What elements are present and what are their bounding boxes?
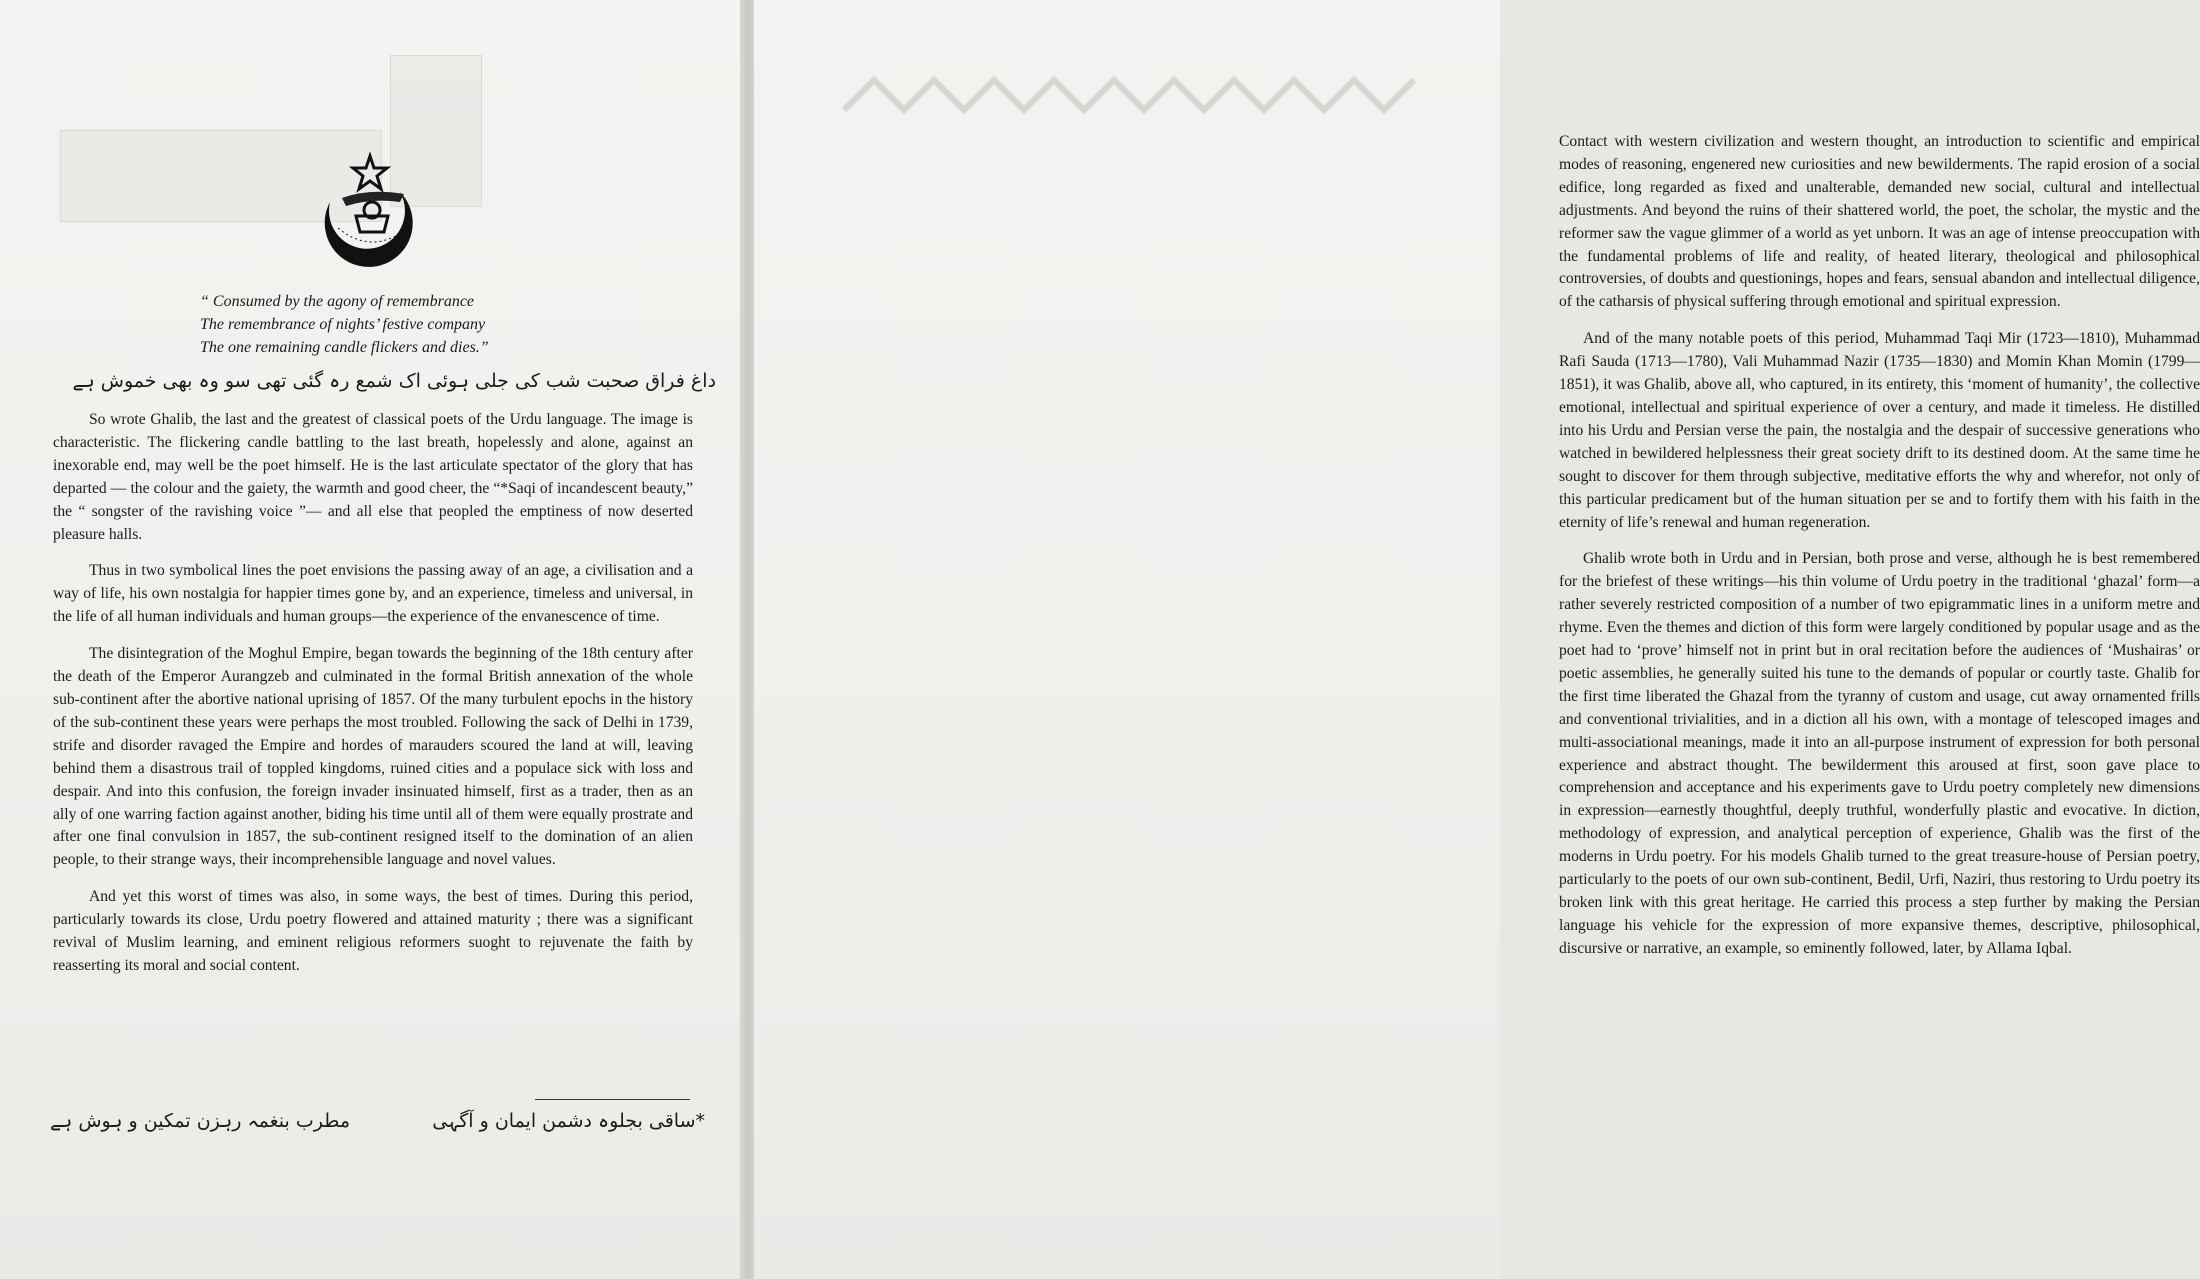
paragraph: Contact with western civilization and western thought, an introduction to scientific and empirical modes of reasoning, engenered new curiosities and new bewilderments. The rapid erosion of a social edifice, long regarded as fixed and unalterable, demanded new social, cultural and intellectual adjustments. And beyond the ruins of their shattered world, the poet, the scholar, the mystic and the reformer saw the vague glimmer of a world as yet unborn. It was an age of intense preoccupation with the fundamental problems of life and reality, of heated literary, theological and philosophical controversies, of doubts and questionings, hopes and fears, sensual abandon and intellectual diligence, of the catharsis of physical suffering through emotional and spiritual expression. xyxy=(1559,133,2200,311)
left-text-column xyxy=(53,409,693,992)
show-through-ornament xyxy=(844,60,1424,130)
footnote-urdu-line: *ساقی بجلوہ دشمن ایمان و آگہی xyxy=(432,1110,705,1132)
epigraph xyxy=(200,290,600,359)
paragraph: And of the many notable poets of this period, Muhammad Taqi Mir (1723—1810), Muhammad Rafi Sauda (1713—1780), Vali Muhammad Nazir (1735—1830) and Momin Khan Momin (1799—1851), it was Ghalib, above all, who captured, in its entirety, this ‘moment of humanity’, the collective emotional, intellectual and spiritual experience of over a century, and made it timeless. He distilled into his Urdu and Persian verse the pain, the nostalgia and the despair of successive generations who watched in bewildered helplessness their great society drift to its destined doom. At the same time he sought to discover for them through subjective, meditative efforts the why and wherefor, not only of this particular predicament but of the human situation per se and to fortify them with his faith in the eternity of life’s renewal and human regeneration. xyxy=(1559,330,2200,531)
right-text-column xyxy=(1559,131,2200,975)
epigraph-line: “ Consumed by the agony of remembrance xyxy=(200,293,475,310)
left-page xyxy=(0,0,746,1279)
footnote-urdu-line: مطرب بنغمہ رہزن تمکین و ہوش ہے xyxy=(50,1110,350,1132)
paragraph: So wrote Ghalib, the last and the greatest of classical poets of the Urdu language. The image is characteristic. The flickering candle battling to the last breath, hopelessly and alone, against an inexorable end, may well be the poet himself. He is the last articulate spectator of the glory that has departed — the colour and the gaiety, the warmth and good cheer, the “*Saqi of incandescent beauty,” the “ songster of the ravishing voice ”— and all else that peopled the emptiness of now deserted pleasure halls. xyxy=(53,411,693,543)
paragraph: The disintegration of the Moghul Empire, began towards the beginning of the 18th century after the death of the Emperor Aurangzeb and culminated in the formal British annexation of the whole sub-continent after the abortive national uprising of 1857. Of the many turbulent epochs in the history of the sub-continent these years were perhaps the most troubled. Following the sack of Delhi in 1739, strife and disorder ravaged the Empire and hordes of marauders scoured the land at will, leaving behind them a disastrous trail of toppled kingdoms, ruined cities and a populace sick with loss and despair. And into this confusion, the foreign invader insinuated himself, first as a trader, then as an ally of one warring faction against another, biding his time until all of them were equally prostrate and after one final convulsion in 1857, the sub-continent resigned itself to the domination of an alien people, to their strange ways, their incomprehensible language and novel values. xyxy=(53,645,693,869)
right-page xyxy=(754,0,2200,1279)
paragraph: And yet this worst of times was also, in some ways, the best of times. During this period, particularly towards its close, Urdu poetry flowered and attained maturity ; there was a significant revival of Muslim learning, and eminent religious reformers suoght to rejuvenate the faith by reasserting its moral and social content. xyxy=(53,888,693,974)
paragraph: Ghalib wrote both in Urdu and in Persian, both prose and verse, although he is best remembered for the briefest of these writings—his thin volume of Urdu poetry in the traditional ‘ghazal’ form—a rather severely restricted composition of a number of two epigrammatic lines in a uniform metre and rhyme. Even the themes and diction of this form were largely conditioned by popular usage and as the poet had to ‘prove’ himself not in print but in oral recitation before the audiences of ‘Mushairas’ or poetic assemblies, he generally suited his tune to the demands of popular or courtly taste. Ghalib for the first time liberated the Ghazal from the tyranny of custom and usage, cut away ornamented frills and conventional trivialities, and in a diction all his own, with a montage of telescoped images and multi-associational meanings, made it into an all-purpose instrument of expression for both personal experience and abstract thought. The bewilderment this aroused at first, soon gave place to comprehension and acceptance and his experiments gave to Urdu poetry completely new dimensions in expression—earnestly thoughtful, deeply truthful, wonderfully plastic and evocative. In diction, methodology of expression, and analytical perception of experience, Ghalib was the first of the moderns in Urdu poetry. For his models Ghalib turned to the great treasure-house of Persian poetry, particularly to the poets of our own sub-continent, Bedil, Urfi, Naziri, thus restoring to Urdu poetry its broken link with this great heritage. He carried this process a step further by making the Persian language his vehicle for the expression of more expansive themes, descriptive, philosophical, discursive or narrative, an example, so eminently followed, later, by Allama Iqbal. xyxy=(1559,550,2200,957)
paragraph: Thus in two symbolical lines the poet envisions the passing away of an age, a civilisation and a way of life, his own nostalgia for happier times gone by, and an experience, timeless and universal, in the life of all human individuals and human groups—the experience of the envanescence of time. xyxy=(53,562,693,626)
urdu-couplet: داغ فراق صحبت شب کی جلی ہوئی اک شمع رہ گئی تھی سو وہ بھی خموش ہے xyxy=(72,370,716,392)
crescent-star-emblem-icon xyxy=(312,152,432,272)
footnote-rule xyxy=(535,1099,690,1100)
epigraph-line: The one remaining candle flickers and dies.” xyxy=(200,339,489,356)
epigraph-line: The remembrance of nights’ festive company xyxy=(200,316,486,333)
